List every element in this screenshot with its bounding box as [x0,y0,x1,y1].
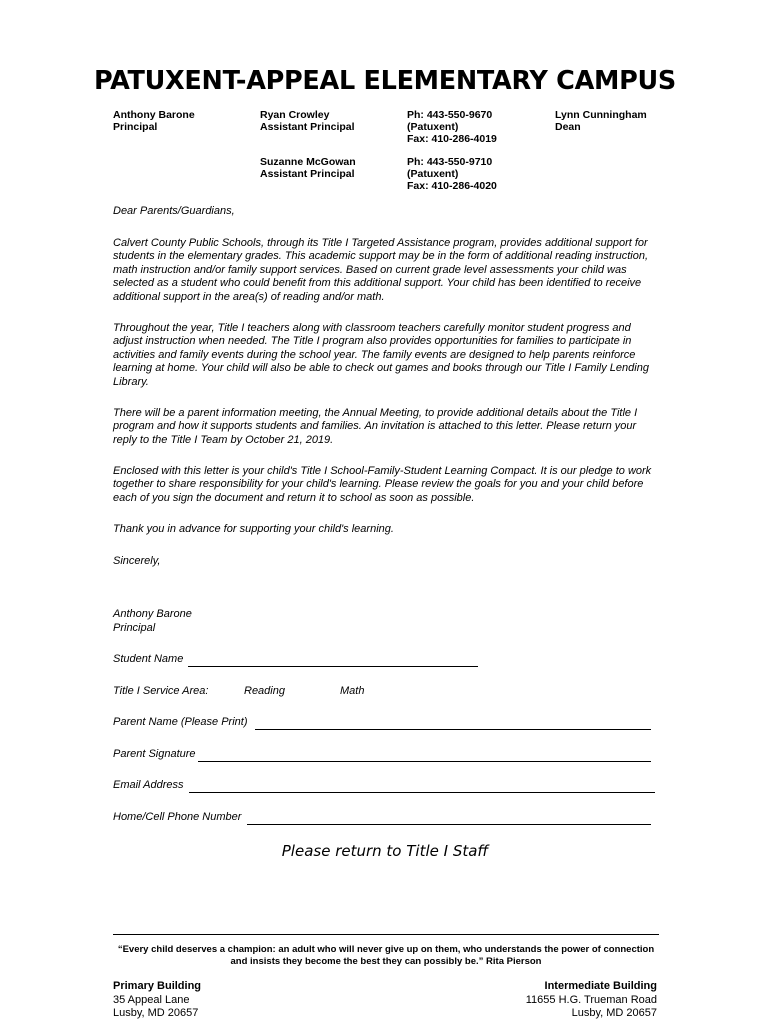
address-street: 11655 H.G. Trueman Road [525,993,657,1006]
parent-name-line[interactable] [255,729,651,730]
email-line[interactable] [189,792,655,793]
staff-role: Principal [113,121,158,133]
staff-role: Assistant Principal [260,121,355,133]
letter-paragraph-3: There will be a parent information meeting, the Annual Meeting, to provide additional details about the Title I program and how it supports students and families. An invitation is attached to this letter. Please return your reply to the Title I Team by October 21, 2019. [113,407,638,446]
parent-name-label: Parent Name (Please Print) [113,716,248,728]
letter-closing: Sincerely, [113,555,161,567]
staff-dean [555,109,647,133]
address-city: Lusby, MD 20657 [571,1007,657,1019]
staff-role: Assistant Principal [260,168,355,180]
page-title: PATUXENT-APPEAL ELEMENTARY CAMPUS [94,66,676,96]
intermediate-building-address [526,980,657,1021]
service-area-label: Title I Service Area: [113,685,209,697]
contact-block-2 [407,156,497,192]
math-option[interactable]: Math [340,685,365,697]
primary-building-address [113,980,201,1021]
location: (Patuxent) [407,168,459,180]
signer-name: Anthony Barone [113,608,192,620]
email-label: Email Address [113,779,184,791]
letter-greeting: Dear Parents/Guardians, [113,205,235,217]
parent-signature-label: Parent Signature [113,748,196,760]
staff-principal [113,109,195,133]
staff-name: Anthony Barone [113,109,195,121]
student-name-line[interactable] [188,666,478,667]
fax-number: Fax: 410-286-4019 [407,133,497,145]
staff-name: Lynn Cunningham [555,109,647,121]
address-heading: Intermediate Building [544,980,657,992]
location: (Patuxent) [407,121,459,133]
phone-label: Home/Cell Phone Number [113,811,242,823]
letter-paragraph-1: Calvert County Public Schools, through its Title I Targeted Assistance program, provides additional support for students in the elementary grades. This academic support may be in the form of additional reading instruction, math instruction and/or family support services. Based on current grade level assessments your child was selected as a student who could benefit from this additional support. Your child has been identified to receive additional support in the area(s) of reading and/or math. [113,237,649,303]
address-street: 35 Appeal Lane [113,993,190,1006]
staff-assistant-principal-1 [260,109,355,133]
student-name-label: Student Name [113,653,184,665]
reading-option[interactable]: Reading [244,685,285,697]
staff-role: Dean [555,121,581,133]
phone-number: Ph: 443-550-9710 [407,156,493,168]
return-note: Please return to Title I Staff [281,842,489,860]
letter-paragraph-4: Enclosed with this letter is your child's Title I School-Family-Student Learning Compact. It is our pledge to work together to share responsibility for your child's learning. Please review the goals for you and your child before each of you sign the document and return it to school as soon as possible. [113,465,652,504]
fax-number: Fax: 410-286-4020 [407,180,497,192]
phone-number: Ph: 443-550-9670 [407,109,493,121]
contact-block-1 [407,109,497,145]
phone-line[interactable] [247,824,651,825]
staff-name: Suzanne McGowan [260,156,356,168]
letter-paragraph-2: Throughout the year, Title I teachers along with classroom teachers carefully monitor student progress and adjust instruction when needed. The Title I program also provides opportunities for families to participate in activities and family events during the school year. The family events are designed to help parents reinforce learning at home. Your child will also be able to check out games and books through our Title I Family Lending Library. [113,322,649,388]
staff-assistant-principal-2 [260,156,356,180]
parent-signature-line[interactable] [198,761,651,762]
footer-divider [113,934,659,935]
letter-paragraph-5: Thank you in advance for supporting your child's learning. [113,523,394,535]
footer-quote: “Every child deserves a champion: an adult who will never give up on them, who understands the power of connection and insists they become the best they can possibly be.” Rita Pierson [117,944,655,967]
address-heading: Primary Building [113,980,202,992]
address-city: Lusby, MD 20657 [113,1007,199,1019]
staff-name: Ryan Crowley [260,109,330,121]
signer-title: Principal [113,622,156,634]
